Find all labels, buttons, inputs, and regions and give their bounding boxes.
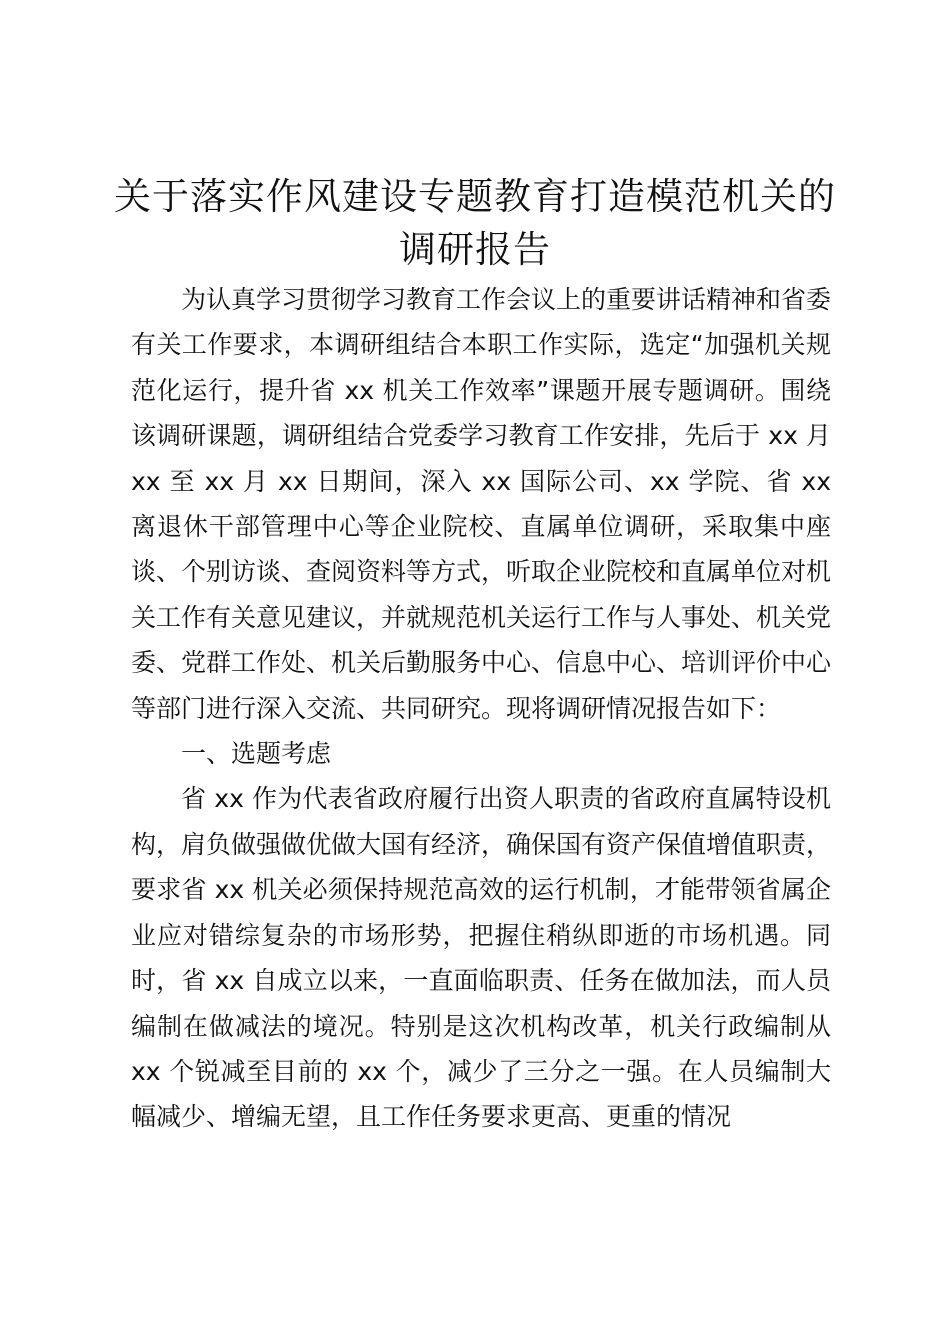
intro-paragraph: 为认真学习贯彻学习教育工作会议上的重要讲话精神和省委有关工作要求，本调研组结合本职工作实际，选定“加强机关规范化运行，提升省 xx 机关工作效率”课题开展专题调研。围绕该调研课题，调研组结合党委学习教育工作安排，先后于 xx 月 xx 至 xx 月 xx 日期间，深入 xx 国际公司、xx 学院、省 xx 离退休干部管理中心等企业院校、直属单位调研，采取集中座谈、个别访谈、查阅资料等方式，听取企业院校和直属单位对机关工作有关意见建议，并就规范机关运行工作与人事处、机关党委、党群工作处、机关后勤服务中心、信息中心、培训评价中心等部门进行深入交流、共同研究。现将调研情况报告如下：	[131, 285, 832, 723]
section-heading: 一、选题考虑	[181, 739, 332, 769]
body-paragraph: 省 xx 作为代表省政府履行出资人职责的省政府直属特设机构，肩负做强做优做大国有经济，确保国有资产保值增值职责，要求省 xx 机关必须保持规范高效的运行机制，才能带领省属企业应对错综复杂的市场形势，把握住稍纵即逝的市场机遇。同时，省 xx 自成立以来，一直面临职责、任务在做加法，而人员编制在做减法的境况。特别是这次机构改革，机关行政编制从 xx 个锐减至目前的 xx 个，减少了三分之一强。在人员编制大幅减少、增编无望，且工作任务要求更高、更重的情况	[131, 784, 832, 1132]
document-title: 关于落实作风建设专题教育打造模范机关的调研报告	[114, 175, 836, 271]
document-body	[131, 277, 831, 1140]
